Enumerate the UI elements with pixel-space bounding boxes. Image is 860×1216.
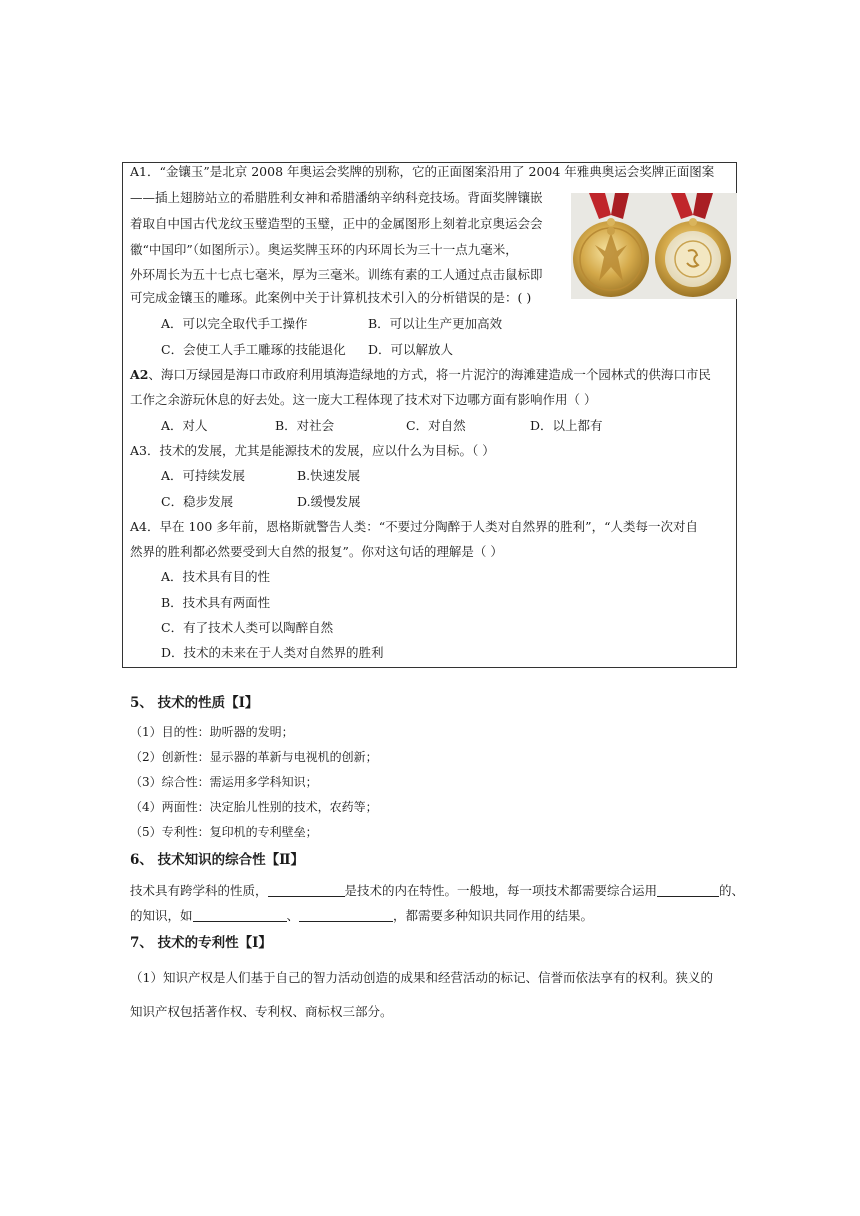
q4-option-c: C．有了技术人类可以陶醉自然 <box>161 620 334 635</box>
section-5-title: 5、 技术的性质【Ⅰ】 <box>130 695 259 711</box>
section-7-title: 7、 技术的专利性【Ⅰ】 <box>130 935 272 951</box>
fill-blank-2[interactable] <box>657 883 719 897</box>
q4-line-1: A4．早在 100 多年前，恩格斯就警告人类：“不要过分陶醉于人类对自然界的胜利”，“人类每一次对自 <box>130 519 698 534</box>
q2-option-c: C．对自然 <box>406 418 466 433</box>
q1-option-a: A．可以完全取代手工操作 <box>161 316 308 331</box>
s6-paragraph-line-1 <box>130 883 744 899</box>
s6-text-2c: ，都需要多种知识共同作用的结果。 <box>393 908 594 923</box>
section-6-title: 6、 技术知识的综合性【Ⅱ】 <box>130 852 304 868</box>
s6-text-1a: 技术具有跨学科的性质， <box>130 883 268 898</box>
q4-line-2: 然界的胜利都必然要受到大自然的报复”。你对这句话的理解是（ ） <box>130 544 503 559</box>
q1-line-6: 可完成金镶玉的雕琢。此案例中关于计算机技术引入的分析错误的是：( ) <box>130 290 532 305</box>
q1-line-5: 外环周长为五十七点七毫米，厚为三毫米。训练有素的工人通过点击鼠标即 <box>130 267 543 282</box>
fill-blank-1[interactable] <box>268 883 345 897</box>
fill-blank-4[interactable] <box>299 908 393 922</box>
s6-paragraph-line-2 <box>130 908 593 924</box>
q2-option-b: B．对社会 <box>275 418 335 433</box>
s5-item-4: （4）两面性：决定胎儿性别的技术，农药等； <box>130 800 378 814</box>
q1-line-1: A1．“金镶玉”是北京 2008 年奥运会奖牌的别称，它的正面图案沿用了 2004 年雅典奥运会奖牌正面图案 <box>130 164 715 179</box>
s5-item-5: （5）专利性：复印机的专利壁垒； <box>130 825 318 839</box>
q1-option-d: D．可以解放人 <box>368 342 454 357</box>
q4-option-b: B．技术具有两面性 <box>161 595 271 610</box>
s5-item-2: （2）创新性：显示器的革新与电视机的创新； <box>130 750 378 764</box>
q2-line-1 <box>130 367 711 383</box>
q1-line-2: ——插上翅膀站立的希腊胜利女神和希腊潘纳辛纳科竞技场。背面奖牌镶嵌 <box>130 190 543 205</box>
q4-option-d: D．技术的未来在于人类对自然界的胜利 <box>161 645 384 660</box>
s6-text-1b: 是技术的内在特性。一般地，每一项技术都需要综合运用 <box>344 883 658 898</box>
s6-text-2b: 、 <box>286 908 300 923</box>
q1-option-c: C．会使工人手工雕琢的技能退化 <box>161 342 346 357</box>
q3-option-d: D.缓慢发展 <box>297 494 361 509</box>
q3-line-1: A3．技术的发展，尤其是能源技术的发展，应以什么为目标。（ ） <box>130 443 495 458</box>
q4-option-a: A．技术具有目的性 <box>161 569 271 584</box>
gold-medals-image <box>571 193 737 299</box>
s7-paragraph-line-1: （1）知识产权是人们基于自己的智力活动创造的成果和经营活动的标记、信誉而依法享有的权利。狭义的 <box>130 970 713 985</box>
q1-option-b: B．可以让生产更加高效 <box>368 316 503 331</box>
q3-option-b: B.快速发展 <box>297 468 361 483</box>
fill-blank-3[interactable] <box>193 908 287 922</box>
s5-item-3: （3）综合性：需运用多学科知识； <box>130 775 318 789</box>
q2-option-d: D．以上都有 <box>530 418 603 433</box>
q3-option-c: C．稳步发展 <box>161 494 234 509</box>
q1-line-4: 徽“中国印”（如图所示）。奥运奖牌玉环的内环周长为三十一点九毫米， <box>130 242 518 257</box>
q2-line-2: 工作之余游玩休息的好去处。这一庞大工程体现了技术对下边哪方面有影响作用（ ） <box>130 392 597 407</box>
s6-text-1c: 的、 <box>719 883 745 898</box>
s6-text-2a: 的知识，如 <box>130 908 193 923</box>
q1-line-3: 着取自中国古代龙纹玉璧造型的玉璧，正中的金属图形上刻着北京奥运会会 <box>130 216 543 231</box>
q2-text: 、海口万绿园是海口市政府利用填海造绿地的方式，将一片泥泞的海滩建造成一个园林式的供海口市民 <box>148 367 711 382</box>
s7-paragraph-line-2: 知识产权包括著作权、专利权、商标权三部分。 <box>130 1004 393 1019</box>
q2-option-a: A．对人 <box>161 418 208 433</box>
q3-option-a: A．可持续发展 <box>161 468 246 483</box>
s5-item-1: （1）目的性：助听器的发明； <box>130 725 294 739</box>
q2-label: A2 <box>130 367 149 382</box>
